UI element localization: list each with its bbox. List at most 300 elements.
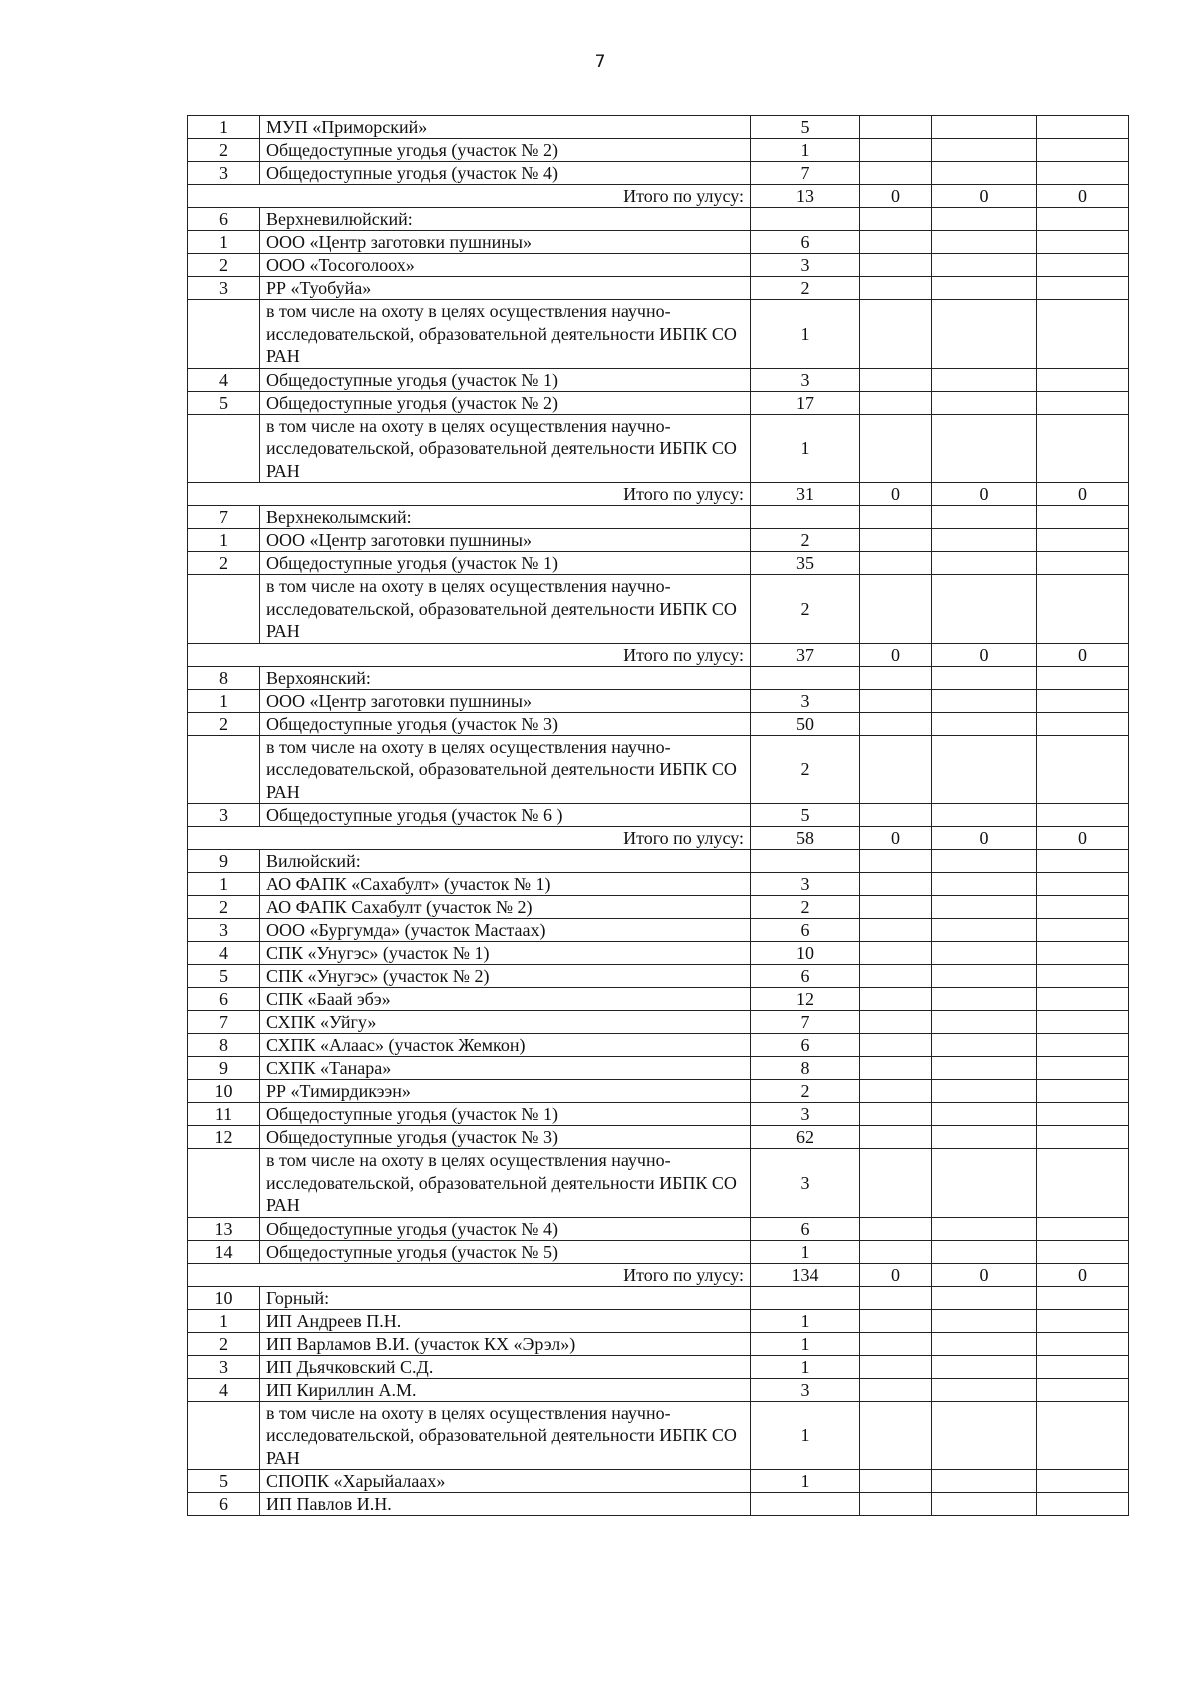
value-cell-4	[1037, 1309, 1129, 1332]
value-cell-3	[932, 391, 1037, 414]
total-row	[188, 185, 1129, 208]
value-cell-2	[860, 277, 932, 300]
value-cell-1: 3	[751, 254, 860, 277]
table-row	[188, 919, 1129, 942]
value-cell-4	[1037, 162, 1129, 185]
row-number: 10	[188, 1080, 260, 1103]
row-number: 6	[188, 988, 260, 1011]
row-name: Общедоступные угодья (участок № 3)	[260, 1126, 751, 1149]
value-cell-1: 2	[751, 735, 860, 804]
value-cell-2	[860, 919, 932, 942]
value-cell-2	[860, 1355, 932, 1378]
value-cell-4	[1037, 896, 1129, 919]
row-number: 1	[188, 529, 260, 552]
table-row	[188, 1103, 1129, 1126]
value-cell-4	[1037, 1240, 1129, 1263]
value-cell-1: 3	[751, 1103, 860, 1126]
value-cell-3	[932, 575, 1037, 644]
table-row	[188, 1057, 1129, 1080]
row-name: в том числе на охоту в целях осуществления научно-исследовательской, образовательной деятельности ИБПК СО РАН	[260, 414, 751, 483]
value-cell-2	[860, 850, 932, 873]
value-cell-2: 0	[860, 483, 932, 506]
value-cell-1: 3	[751, 1149, 860, 1218]
total-label: Итого по улусу:	[188, 643, 751, 666]
row-number: 1	[188, 1309, 260, 1332]
row-name: ООО «Центр заготовки пушнины»	[260, 689, 751, 712]
row-number: 10	[188, 1286, 260, 1309]
value-cell-1: 1	[751, 300, 860, 369]
sub-row	[188, 575, 1129, 644]
value-cell-3	[932, 1286, 1037, 1309]
value-cell-4	[1037, 414, 1129, 483]
value-cell-4	[1037, 689, 1129, 712]
value-cell-3	[932, 1401, 1037, 1470]
row-number: 8	[188, 1034, 260, 1057]
sub-row	[188, 735, 1129, 804]
total-row	[188, 827, 1129, 850]
value-cell-1: 2	[751, 529, 860, 552]
value-cell-1: 3	[751, 873, 860, 896]
value-cell-2	[860, 1217, 932, 1240]
row-name: в том числе на охоту в целях осуществления научно-исследовательской, образовательной деятельности ИБПК СО РАН	[260, 1401, 751, 1470]
value-cell-1: 2	[751, 896, 860, 919]
sub-row	[188, 1149, 1129, 1218]
value-cell-1: 31	[751, 483, 860, 506]
value-cell-4	[1037, 666, 1129, 689]
sub-row	[188, 1401, 1129, 1470]
row-number: 2	[188, 254, 260, 277]
row-number: 2	[188, 712, 260, 735]
row-number: 4	[188, 942, 260, 965]
table-row	[188, 689, 1129, 712]
value-cell-3: 0	[932, 1263, 1037, 1286]
value-cell-4: 0	[1037, 483, 1129, 506]
value-cell-3	[932, 506, 1037, 529]
value-cell-1	[751, 850, 860, 873]
value-cell-2	[860, 1309, 932, 1332]
value-cell-1: 3	[751, 368, 860, 391]
value-cell-4	[1037, 1126, 1129, 1149]
value-cell-3	[932, 896, 1037, 919]
row-number: 1	[188, 116, 260, 139]
value-cell-4	[1037, 1332, 1129, 1355]
value-cell-2	[860, 689, 932, 712]
value-cell-1: 2	[751, 277, 860, 300]
value-cell-4: 0	[1037, 643, 1129, 666]
table-row	[188, 391, 1129, 414]
value-cell-4	[1037, 300, 1129, 369]
value-cell-3: 0	[932, 185, 1037, 208]
row-number: 2	[188, 896, 260, 919]
value-cell-3	[932, 1057, 1037, 1080]
row-name: МУП «Приморский»	[260, 116, 751, 139]
value-cell-4	[1037, 277, 1129, 300]
table-row	[188, 1080, 1129, 1103]
value-cell-1: 1	[751, 414, 860, 483]
table-row	[188, 1217, 1129, 1240]
value-cell-1	[751, 1493, 860, 1516]
value-cell-3	[932, 1493, 1037, 1516]
value-cell-4	[1037, 988, 1129, 1011]
row-name: ООО «Тосоголоох»	[260, 254, 751, 277]
value-cell-1: 35	[751, 552, 860, 575]
table-row	[188, 552, 1129, 575]
value-cell-3	[932, 1309, 1037, 1332]
table-row	[188, 1034, 1129, 1057]
value-cell-2	[860, 1103, 932, 1126]
value-cell-2	[860, 1470, 932, 1493]
row-number: 3	[188, 277, 260, 300]
value-cell-3	[932, 254, 1037, 277]
value-cell-2	[860, 116, 932, 139]
value-cell-4: 0	[1037, 1263, 1129, 1286]
row-name: СПК «Унугэс» (участок № 1)	[260, 942, 751, 965]
value-cell-3	[932, 712, 1037, 735]
row-name: в том числе на охоту в целях осуществления научно-исследовательской, образовательной деятельности ИБПК СО РАН	[260, 735, 751, 804]
row-name: Вилюйский:	[260, 850, 751, 873]
value-cell-2	[860, 1378, 932, 1401]
value-cell-4	[1037, 1103, 1129, 1126]
table-row	[188, 1011, 1129, 1034]
row-number: 4	[188, 368, 260, 391]
row-name: Общедоступные угодья (участок № 2)	[260, 139, 751, 162]
value-cell-3	[932, 552, 1037, 575]
row-name: ИП Варламов В.И. (участок КХ «Эрэл»)	[260, 1332, 751, 1355]
value-cell-1: 37	[751, 643, 860, 666]
value-cell-1: 5	[751, 804, 860, 827]
value-cell-2	[860, 1034, 932, 1057]
value-cell-2	[860, 208, 932, 231]
value-cell-2	[860, 162, 932, 185]
row-number: 8	[188, 666, 260, 689]
value-cell-3	[932, 1011, 1037, 1034]
value-cell-3	[932, 1240, 1037, 1263]
row-name: в том числе на охоту в целях осуществления научно-исследовательской, образовательной деятельности ИБПК СО РАН	[260, 575, 751, 644]
value-cell-1: 1	[751, 1355, 860, 1378]
row-name: ИП Павлов И.Н.	[260, 1493, 751, 1516]
row-name: СХПК «Алаас» (участок Жемкон)	[260, 1034, 751, 1057]
value-cell-3	[932, 873, 1037, 896]
value-cell-3	[932, 414, 1037, 483]
value-cell-3	[932, 1034, 1037, 1057]
row-number: 6	[188, 208, 260, 231]
value-cell-1: 6	[751, 919, 860, 942]
value-cell-2	[860, 1332, 932, 1355]
value-cell-1: 62	[751, 1126, 860, 1149]
value-cell-1: 10	[751, 942, 860, 965]
value-cell-2	[860, 368, 932, 391]
row-name: СПОПК «Харыйалаах»	[260, 1470, 751, 1493]
value-cell-1: 50	[751, 712, 860, 735]
value-cell-3	[932, 735, 1037, 804]
value-cell-4	[1037, 712, 1129, 735]
value-cell-2	[860, 1080, 932, 1103]
value-cell-4	[1037, 1080, 1129, 1103]
value-cell-3	[932, 231, 1037, 254]
value-cell-4: 0	[1037, 827, 1129, 850]
row-number: 11	[188, 1103, 260, 1126]
value-cell-3: 0	[932, 483, 1037, 506]
value-cell-2	[860, 414, 932, 483]
row-name: ИП Дьячковский С.Д.	[260, 1355, 751, 1378]
row-name: Общедоступные угодья (участок № 1)	[260, 1103, 751, 1126]
row-number: 5	[188, 1470, 260, 1493]
value-cell-2	[860, 506, 932, 529]
value-cell-2	[860, 552, 932, 575]
row-name: СХПК «Уйгу»	[260, 1011, 751, 1034]
value-cell-4	[1037, 1355, 1129, 1378]
value-cell-4	[1037, 506, 1129, 529]
value-cell-4	[1037, 942, 1129, 965]
value-cell-2	[860, 1401, 932, 1470]
table-row	[188, 1332, 1129, 1355]
sub-row	[188, 414, 1129, 483]
row-name: СПК «Унугэс» (участок № 2)	[260, 965, 751, 988]
table-row	[188, 1493, 1129, 1516]
value-cell-3	[932, 965, 1037, 988]
value-cell-1	[751, 666, 860, 689]
value-cell-2: 0	[860, 827, 932, 850]
value-cell-1	[751, 506, 860, 529]
table-row	[188, 1126, 1129, 1149]
value-cell-1: 8	[751, 1057, 860, 1080]
value-cell-4	[1037, 873, 1129, 896]
value-cell-3	[932, 162, 1037, 185]
table-row	[188, 139, 1129, 162]
value-cell-2	[860, 873, 932, 896]
row-name: Общедоступные угодья (участок № 5)	[260, 1240, 751, 1263]
value-cell-1: 1	[751, 1332, 860, 1355]
value-cell-1: 3	[751, 1378, 860, 1401]
value-cell-3: 0	[932, 643, 1037, 666]
value-cell-4	[1037, 1378, 1129, 1401]
value-cell-2	[860, 988, 932, 1011]
value-cell-4	[1037, 254, 1129, 277]
table-row	[188, 208, 1129, 231]
value-cell-4	[1037, 1286, 1129, 1309]
value-cell-4	[1037, 552, 1129, 575]
value-cell-3	[932, 1470, 1037, 1493]
value-cell-4	[1037, 919, 1129, 942]
row-number: 2	[188, 139, 260, 162]
table-row	[188, 116, 1129, 139]
value-cell-4	[1037, 1149, 1129, 1218]
table-row	[188, 965, 1129, 988]
value-cell-4	[1037, 231, 1129, 254]
row-number	[188, 1401, 260, 1470]
value-cell-4	[1037, 965, 1129, 988]
value-cell-2	[860, 965, 932, 988]
row-name: Общедоступные угодья (участок № 4)	[260, 1217, 751, 1240]
value-cell-1: 5	[751, 116, 860, 139]
total-label: Итого по улусу:	[188, 827, 751, 850]
row-name: РР «Тимирдикээн»	[260, 1080, 751, 1103]
sub-row	[188, 300, 1129, 369]
table-row	[188, 1470, 1129, 1493]
value-cell-2	[860, 1011, 932, 1034]
value-cell-1	[751, 208, 860, 231]
value-cell-2	[860, 1057, 932, 1080]
value-cell-3	[932, 919, 1037, 942]
value-cell-1: 1	[751, 1240, 860, 1263]
value-cell-2	[860, 735, 932, 804]
row-name: Общедоступные угодья (участок № 1)	[260, 552, 751, 575]
value-cell-2	[860, 391, 932, 414]
table-row	[188, 850, 1129, 873]
value-cell-4: 0	[1037, 185, 1129, 208]
total-label: Итого по улусу:	[188, 1263, 751, 1286]
row-name: ООО «Бургумда» (участок Мастаах)	[260, 919, 751, 942]
value-cell-3	[932, 139, 1037, 162]
row-number	[188, 575, 260, 644]
row-number: 1	[188, 231, 260, 254]
value-cell-3	[932, 942, 1037, 965]
row-number: 3	[188, 919, 260, 942]
quota-table-body	[188, 116, 1129, 1516]
value-cell-3	[932, 368, 1037, 391]
row-name: Верхневилюйский:	[260, 208, 751, 231]
value-cell-1: 12	[751, 988, 860, 1011]
value-cell-4	[1037, 116, 1129, 139]
value-cell-2	[860, 1493, 932, 1516]
value-cell-2	[860, 575, 932, 644]
value-cell-3	[932, 208, 1037, 231]
table-row	[188, 162, 1129, 185]
value-cell-1: 13	[751, 185, 860, 208]
value-cell-1: 6	[751, 965, 860, 988]
value-cell-3	[932, 1103, 1037, 1126]
value-cell-3	[932, 1080, 1037, 1103]
table-row	[188, 1355, 1129, 1378]
row-name: Горный:	[260, 1286, 751, 1309]
row-number: 1	[188, 689, 260, 712]
row-name: АО ФАПК «Сахабулт» (участок № 1)	[260, 873, 751, 896]
row-number: 9	[188, 850, 260, 873]
table-row	[188, 1378, 1129, 1401]
value-cell-1: 3	[751, 689, 860, 712]
value-cell-2: 0	[860, 1263, 932, 1286]
value-cell-2	[860, 1126, 932, 1149]
row-number: 3	[188, 162, 260, 185]
value-cell-4	[1037, 529, 1129, 552]
row-number: 4	[188, 1378, 260, 1401]
value-cell-2	[860, 1149, 932, 1218]
table-row	[188, 277, 1129, 300]
row-name: в том числе на охоту в целях осуществления научно-исследовательской, образовательной деятельности ИБПК СО РАН	[260, 1149, 751, 1218]
row-number: 6	[188, 1493, 260, 1516]
value-cell-2	[860, 529, 932, 552]
table-row	[188, 231, 1129, 254]
row-name: в том числе на охоту в целях осуществления научно-исследовательской, образовательной деятельности ИБПК СО РАН	[260, 300, 751, 369]
table-row	[188, 1240, 1129, 1263]
value-cell-1: 1	[751, 1401, 860, 1470]
total-row	[188, 643, 1129, 666]
value-cell-4	[1037, 804, 1129, 827]
row-name: СПК «Баай эбэ»	[260, 988, 751, 1011]
table-row	[188, 896, 1129, 919]
row-name: Общедоступные угодья (участок № 3)	[260, 712, 751, 735]
value-cell-2	[860, 231, 932, 254]
value-cell-4	[1037, 368, 1129, 391]
row-name: Верхоянский:	[260, 666, 751, 689]
value-cell-4	[1037, 735, 1129, 804]
table-row	[188, 1286, 1129, 1309]
table-row	[188, 529, 1129, 552]
row-name: Общедоступные угодья (участок № 2)	[260, 391, 751, 414]
value-cell-4	[1037, 1217, 1129, 1240]
page-number: 7	[594, 52, 606, 72]
row-number: 3	[188, 1355, 260, 1378]
value-cell-4	[1037, 1034, 1129, 1057]
table-row	[188, 1309, 1129, 1332]
row-number: 5	[188, 965, 260, 988]
value-cell-4	[1037, 139, 1129, 162]
value-cell-1: 6	[751, 231, 860, 254]
value-cell-2	[860, 712, 932, 735]
row-number	[188, 414, 260, 483]
value-cell-1: 1	[751, 1309, 860, 1332]
row-number: 14	[188, 1240, 260, 1263]
value-cell-2	[860, 804, 932, 827]
value-cell-1	[751, 1286, 860, 1309]
value-cell-3	[932, 116, 1037, 139]
row-number: 12	[188, 1126, 260, 1149]
value-cell-2	[860, 254, 932, 277]
row-name: ООО «Центр заготовки пушнины»	[260, 529, 751, 552]
value-cell-2: 0	[860, 643, 932, 666]
value-cell-1: 6	[751, 1217, 860, 1240]
table-row	[188, 254, 1129, 277]
value-cell-3	[932, 1126, 1037, 1149]
value-cell-4	[1037, 1493, 1129, 1516]
row-number	[188, 735, 260, 804]
table-row	[188, 712, 1129, 735]
table-row	[188, 506, 1129, 529]
row-name: АО ФАПК Сахабулт (участок № 2)	[260, 896, 751, 919]
table-row	[188, 804, 1129, 827]
value-cell-2	[860, 896, 932, 919]
value-cell-4	[1037, 850, 1129, 873]
row-name: Верхнеколымский:	[260, 506, 751, 529]
total-row	[188, 483, 1129, 506]
value-cell-3	[932, 689, 1037, 712]
total-label: Итого по улусу:	[188, 185, 751, 208]
row-name: СХПК «Танара»	[260, 1057, 751, 1080]
row-number: 2	[188, 1332, 260, 1355]
table-row	[188, 873, 1129, 896]
value-cell-2	[860, 139, 932, 162]
value-cell-4	[1037, 1401, 1129, 1470]
value-cell-2	[860, 300, 932, 369]
row-name: Общедоступные угодья (участок № 4)	[260, 162, 751, 185]
value-cell-1: 1	[751, 139, 860, 162]
row-name: Общедоступные угодья (участок № 6 )	[260, 804, 751, 827]
value-cell-3	[932, 1149, 1037, 1218]
total-row	[188, 1263, 1129, 1286]
value-cell-3	[932, 804, 1037, 827]
value-cell-1: 7	[751, 1011, 860, 1034]
value-cell-1: 17	[751, 391, 860, 414]
row-number: 5	[188, 391, 260, 414]
row-number: 2	[188, 552, 260, 575]
quota-table	[187, 115, 1129, 1516]
value-cell-2	[860, 1286, 932, 1309]
row-number	[188, 1149, 260, 1218]
row-number: 7	[188, 506, 260, 529]
row-name: ИП Андреев П.Н.	[260, 1309, 751, 1332]
value-cell-3	[932, 1217, 1037, 1240]
row-number: 1	[188, 873, 260, 896]
